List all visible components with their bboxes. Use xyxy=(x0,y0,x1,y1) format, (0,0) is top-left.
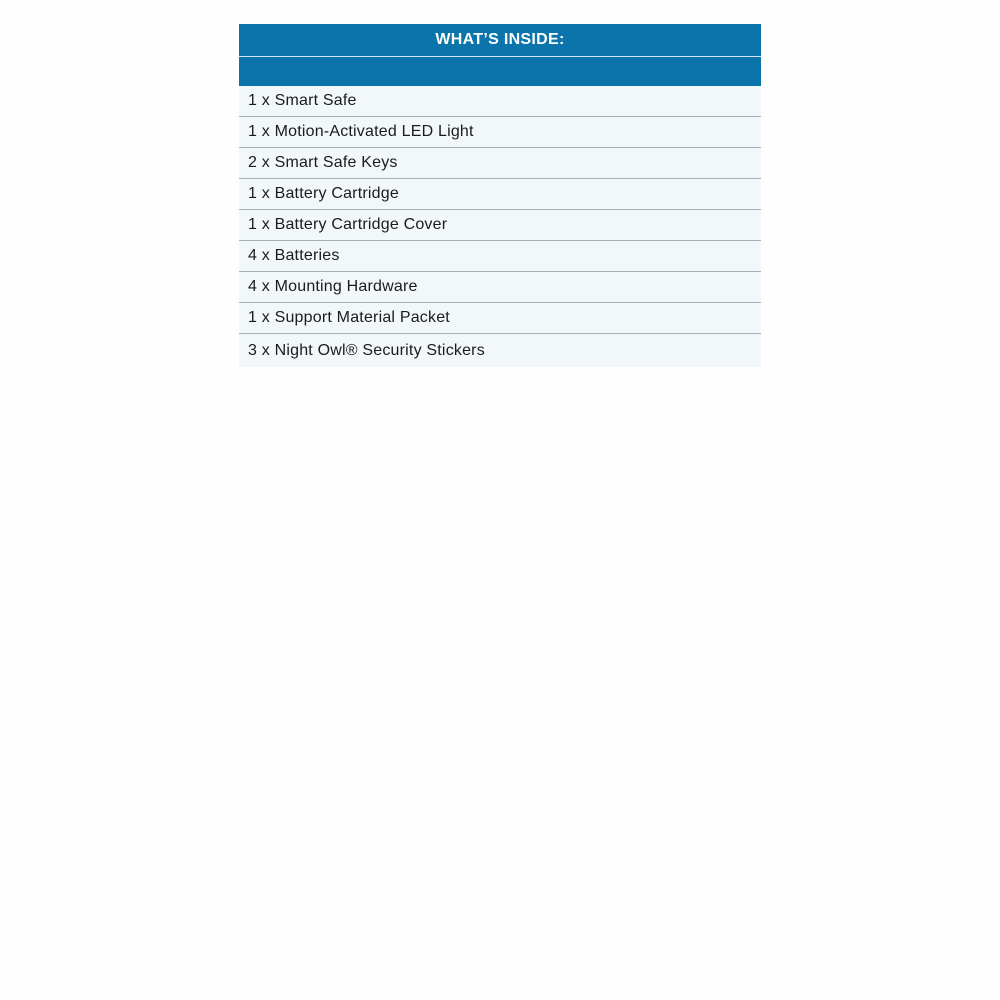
list-item xyxy=(239,334,761,367)
item-label: 3 x Night Owl® Security Stickers xyxy=(248,341,485,359)
list-item xyxy=(239,272,761,303)
whats-inside-table xyxy=(239,24,761,367)
list-item xyxy=(239,117,761,148)
list-item xyxy=(239,148,761,179)
list-item xyxy=(239,210,761,241)
item-label: 1 x Motion-Activated LED Light xyxy=(248,123,474,140)
list-item xyxy=(239,179,761,210)
list-item xyxy=(239,86,761,117)
item-label: 4 x Batteries xyxy=(248,247,340,264)
item-label: 1 x Support Material Packet xyxy=(248,309,450,326)
list-item xyxy=(239,303,761,334)
item-list xyxy=(239,86,761,367)
item-label: 1 x Battery Cartridge xyxy=(248,185,399,202)
table-title: WHAT’S INSIDE: xyxy=(435,31,565,48)
table-subheader-band xyxy=(239,57,761,86)
item-label: 1 x Battery Cartridge Cover xyxy=(248,216,448,233)
item-label: 1 x Smart Safe xyxy=(248,92,357,109)
item-label: 4 x Mounting Hardware xyxy=(248,278,418,295)
item-label: 2 x Smart Safe Keys xyxy=(248,154,398,171)
table-header xyxy=(239,24,761,56)
list-item xyxy=(239,241,761,272)
